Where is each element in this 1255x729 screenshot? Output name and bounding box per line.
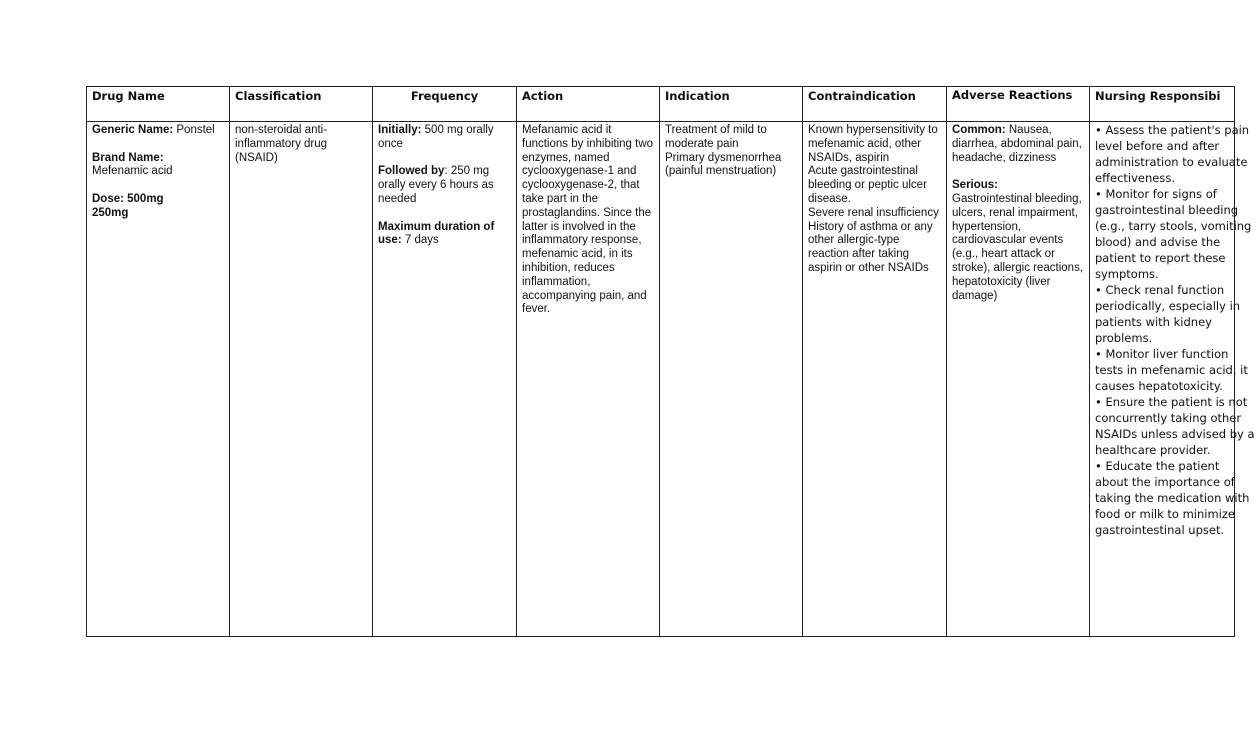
contraindication-item: Severe renal insufficiency (808, 206, 939, 219)
header-indication: Indication (660, 87, 803, 122)
header-row (87, 87, 1235, 122)
contraindication-item: Acute gastrointestinal bleeding or peptic ulcer disease. (808, 165, 927, 205)
initially-label: Initially: (378, 124, 422, 136)
classification-text: non-steroidal anti-inflammatory drug (NSAID) (235, 124, 328, 164)
indication-item: Treatment of mild to moderate pain (665, 124, 767, 150)
nursing-item: • Ensure the patient is not concurrently taking other NSAIDs unless advised by a healthcare provider. (1095, 395, 1255, 457)
nursing-item: • Monitor for signs of gastrointestinal bleeding (e.g., tarry stools, vomiting blood) and advise the patient to report these symptoms. (1095, 187, 1252, 281)
frequency-initially (378, 124, 511, 152)
classification-cell (230, 122, 373, 637)
header-action: Action (517, 87, 660, 122)
action-text: Mefanamic acid it functions by inhibiting two enzymes, named cyclooxygenase-1 and cyclooxygenase-2, that take part in the prostaglandins. Since the latter is involved in the inflammatory response, mefenamic acid, in its inhibition, reduces inflammation, accompanying pain, and fever. (522, 124, 654, 316)
frequency-max (378, 221, 511, 249)
drug-row (87, 122, 1235, 637)
common-label: Common: (952, 124, 1006, 136)
adverse-common (952, 124, 1084, 165)
contraindication-item: Known hypersensitivity to mefenamic acid, other NSAIDs, aspirin (808, 124, 938, 164)
dose-extra: 250mg (92, 206, 129, 219)
header-frequency: Frequency (373, 87, 517, 122)
action-cell (517, 122, 660, 637)
indication-cell (660, 122, 803, 637)
frequency-followed (378, 165, 511, 206)
drug-name-cell (87, 122, 230, 637)
brand-name-value: Mefenamic acid (92, 165, 173, 178)
generic-name-label: Generic Name: (92, 124, 174, 136)
nursing-item: • Assess the patient's pain level before and after administration to evaluate effectiveness. (1095, 123, 1250, 185)
header-contraindication: Contraindication (803, 87, 947, 122)
drug-study-table (86, 86, 1255, 637)
header-drug-name: Drug Name (87, 87, 230, 122)
followed-label: Followed by (378, 165, 445, 178)
nursing-item: • Check renal function periodically, especially in patients with kidney problems. (1095, 283, 1241, 345)
nursing-item: • Educate the patient about the importance of taking the medication with food or milk to minimize gastrointestinal upset. (1095, 459, 1250, 537)
indication-item: Primary dysmenorrhea (painful menstruation) (665, 151, 782, 178)
adverse-reactions-cell (947, 122, 1090, 637)
nursing-responsibilities-cell (1090, 122, 1255, 637)
max-value: 7 days (401, 234, 439, 247)
header-classification: Classification (230, 87, 373, 122)
generic-name-line (92, 124, 224, 138)
contraindication-item: History of asthma or any other allergic-type reaction after taking aspirin or other NSAIDs (808, 220, 933, 274)
followed-value: : 250 mg orally every 6 hours as needed (378, 165, 494, 205)
brand-name-label: Brand Name: (92, 151, 164, 164)
initially-value: 500 mg orally once (378, 124, 494, 150)
serious-label: Serious: (952, 179, 999, 192)
generic-name-value: Ponstel (173, 124, 215, 136)
contraindication-cell (803, 122, 947, 637)
header-nursing-responsibilities: Nursing Responsibi (1090, 87, 1235, 122)
dose-label: Dose: 500mg (92, 192, 164, 205)
serious-value: Gastrointestinal bleeding, ulcers, renal impairment, hypertension, cardiovascular events (e.g., heart attack or stroke), allergic reactions, hepatotoxicity (liver damage) (952, 192, 1084, 302)
max-label: Maximum duration of use: (378, 220, 495, 247)
nursing-item: • Monitor liver function tests in mefenamic acid, it causes hepatotoxicity. (1095, 347, 1248, 393)
common-value: Nausea, diarrhea, abdominal pain, headache, dizziness (952, 124, 1082, 164)
frequency-cell (373, 122, 517, 637)
header-adverse-reactions: Adverse Reactions (947, 87, 1090, 122)
